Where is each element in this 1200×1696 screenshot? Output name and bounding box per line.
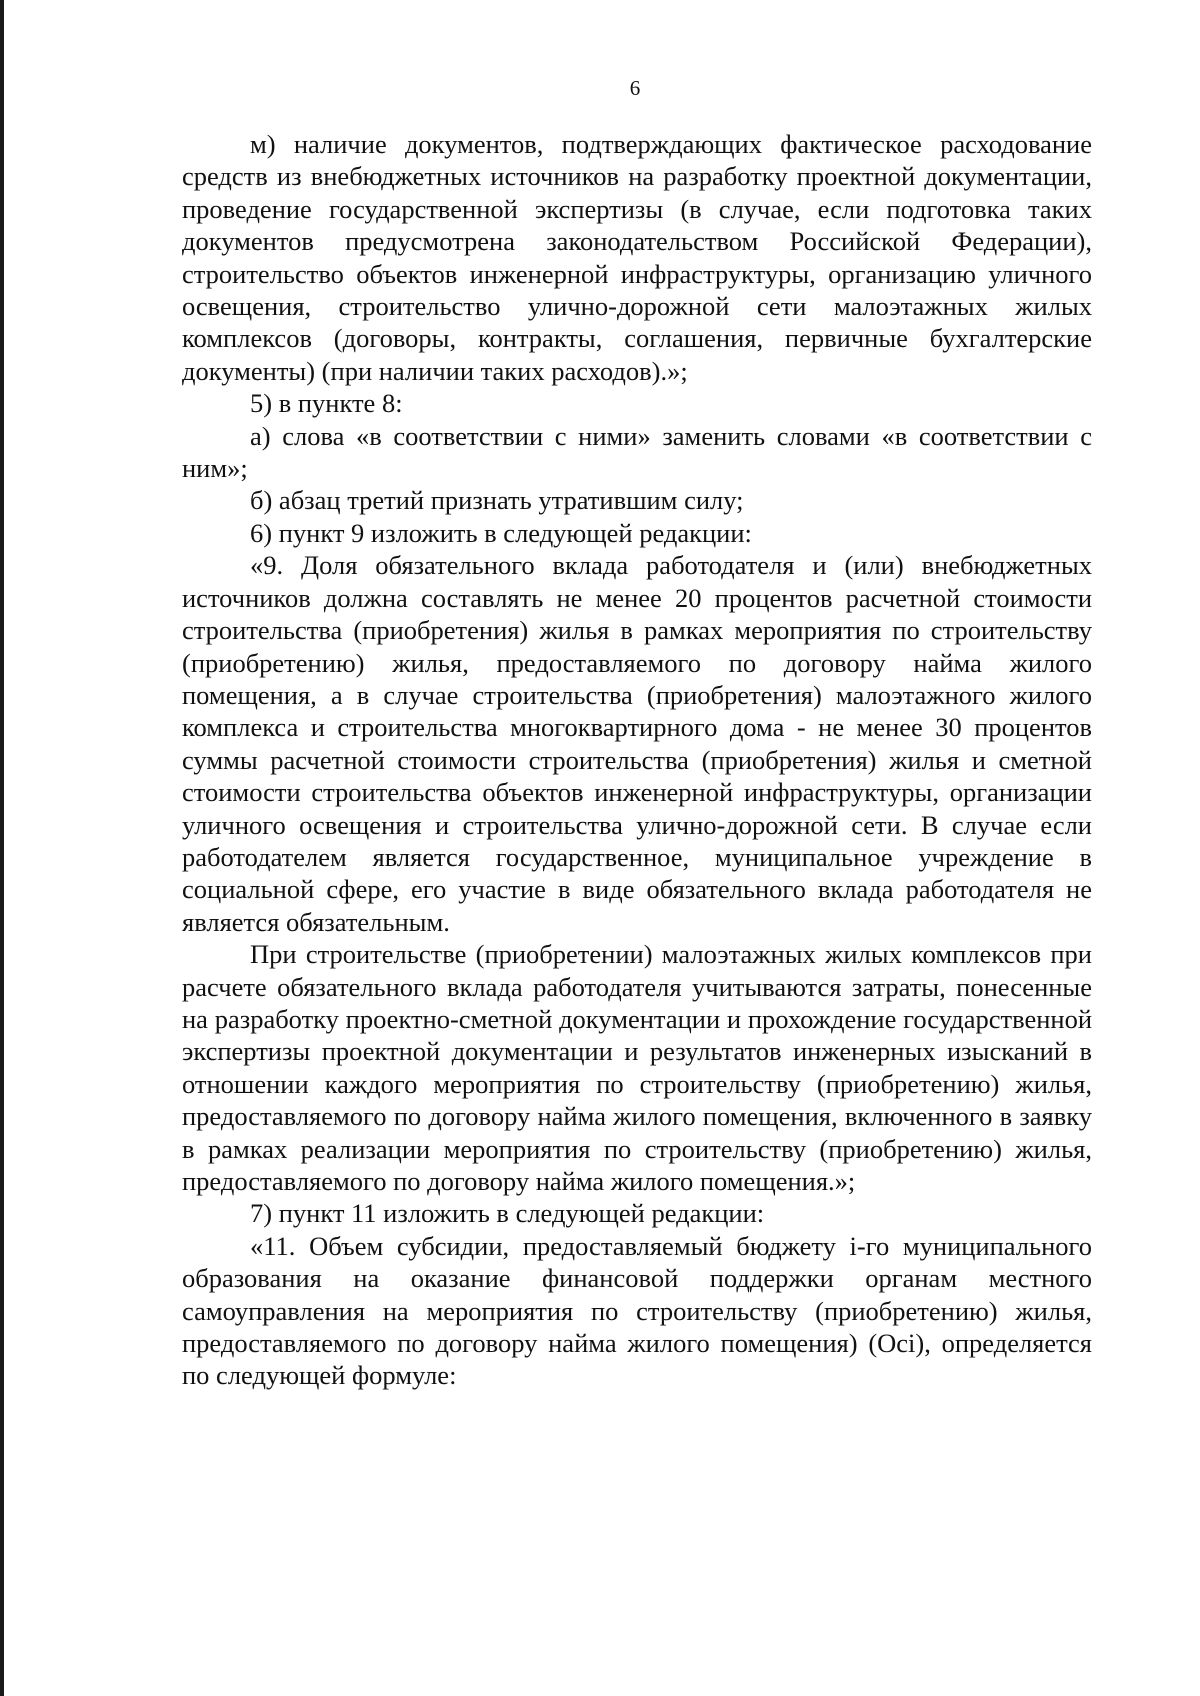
paragraph-clause-9-part-2: При строительстве (приобретении) малоэтажных жилых комплексов при расчете обязательного вклада работодателя учитываются затраты, понесенные на разработку проектно-сметной документации и прохождение государственной экспертизы проектной документации и результатов инженерных изысканий в отношении каждого мероприятия по строительству (приобретению) жилья, предоставляемого по договору найма жилого помещения, включенного в заявку в рамках реализации мероприятия по строительству (приобретению) жилья, предоставляемого по договору найма жилого помещения.»; xyxy=(182,939,1092,1196)
scan-edge xyxy=(0,0,4,1696)
page-number: 6 xyxy=(629,76,641,100)
paragraph-item-6: 6) пункт 9 изложить в следующей редакции: xyxy=(250,517,752,548)
paragraph-item-5: 5) в пункте 8: xyxy=(250,388,403,419)
document-body xyxy=(182,128,1092,1392)
paragraph-item-5a: а) слова «в соответствии с ними» заменить словами «в соответствии с ним»; xyxy=(182,420,1092,484)
paragraph-item-7: 7) пункт 11 изложить в следующей редакции: xyxy=(250,1198,765,1229)
paragraph-item-5b: б) абзац третий признать утратившим силу; xyxy=(250,485,744,516)
paragraph-clause-9: «9. Доля обязательного вклада работодателя и (или) внебюджетных источников должна составлять не менее 20 процентов расчетной стоимости строительства (приобретения) жилья в рамках мероприятия по строительству (приобретению) жилья, предоставляемого по договору найма жилого помещения, а в случае строительства (приобретения) малоэтажного жилого комплекса и строительства многоквартирного дома - не менее 30 процентов суммы расчетной стоимости строительства (приобретения) жилья и сметной стоимости строительства объектов инженерной инфраструктуры, организации уличного освещения и строительства улично-дорожной сети. В случае если работодателем является государственное, муниципальное учреждение в социальной сфере, его участие в виде обязательного вклада работодателя не является обязательным. xyxy=(182,550,1092,937)
paragraph-clause-11: «11. Объем субсидии, предоставляемый бюджету i-го муниципального образования на оказание финансовой поддержки органам местного самоуправления на мероприятия по строительству (приобретению) жилья, предоставляемого по договору найма жилого помещения) (Осi), определяется по следующей формуле: xyxy=(182,1230,1092,1391)
paragraph-m-documents: м) наличие документов, подтверждающих фактическое расходование средств из внебюджетных источников на разработку проектной документации, проведение государственной экспертизы (в случае, если подготовка таких документов предусмотрена законодательством Российской Федерации), строительство объектов инженерной инфраструктуры, организацию уличного освещения, строительство улично-дорожной сети малоэтажных жилых комплексов (договоры, контракты, соглашения, первичные бухгалтерские документы) (при наличии таких расходов).»; xyxy=(182,129,1092,386)
